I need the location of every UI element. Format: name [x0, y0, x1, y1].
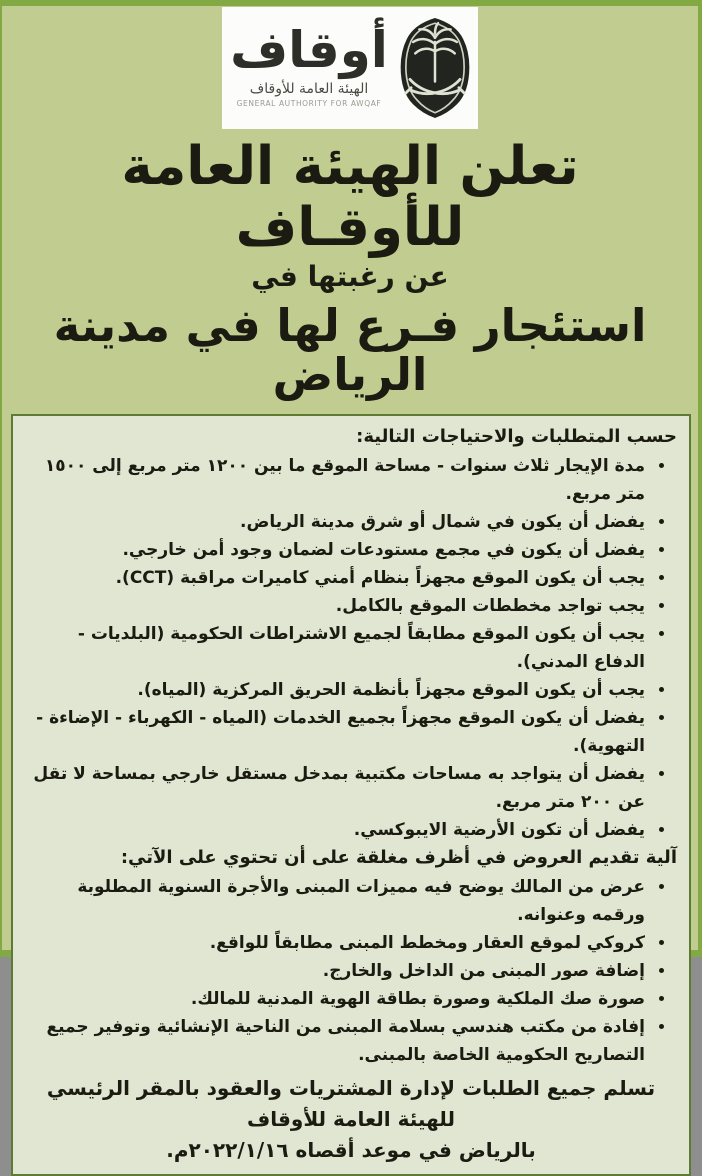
headline-rent-branch-riyadh: استئجار فـرع لها في مدينة الرياض: [53, 298, 647, 402]
awqaf-wordmark-text: أوقاف: [230, 20, 388, 79]
submission-deadline-note: [25, 1073, 677, 1166]
list-item: • يفضل أن يتواجد به مساحات مكتبية بمدخل مستقل خارجي بمساحة لا تقل عن ٢٠٠ متر مربع.: [25, 760, 647, 816]
list-item: • يفضل أن يكون في مجمع مستودعات لضمان وجود أمن خارجي.: [25, 536, 647, 564]
submission-heading: آلية تقديم العروض في أظرف مغلقة على أن تحتوي على الآتي:: [120, 846, 677, 868]
submission-list: [25, 873, 677, 1069]
requirements-list: [25, 452, 677, 844]
awqaf-subtitle-arabic: الهيئة العامة للأوقاف: [249, 80, 369, 97]
list-item: • يجب تواجد مخططات الموقع بالكامل.: [25, 592, 647, 620]
headline-authority-announces: تعلن الهيئة العامة للأوقـاف: [121, 136, 579, 258]
list-item: • كروكي لموقع العقار ومخطط المبنى مطابقاً للواقع.: [25, 929, 647, 957]
list-item: • إفادة من مكتب هندسي بسلامة المبنى من الناحية الإنشائية وتوفير جميع التصاريح الحكومية الخاصة بالمبنى.: [25, 1013, 647, 1069]
list-item: • عرض من المالك يوضح فيه مميزات المبنى والأجرة السنوية المطلوبة ورقمه وعنوانه.: [25, 873, 647, 929]
requirements-box: [11, 414, 691, 1176]
awqaf-logo: [222, 7, 478, 129]
deadline-line-1: تسلم جميع الطلبات لإدارة المشتريات والعقود بالمقر الرئيسي للهيئة العامة للأوقاف: [46, 1075, 656, 1131]
list-item: • مدة الإيجار ثلاث سنوات - مساحة الموقع ما بين ١٢٠٠ متر مربع إلى ١٥٠٠ متر مربع.: [25, 452, 647, 508]
list-item: • يفضل أن تكون الأرضية الايبوكسي.: [25, 816, 647, 844]
deadline-line-2: بالرياض في موعد أقصاه ٢٠٢٢/١/١٦م.: [166, 1137, 536, 1162]
awqaf-subtitle-english: GENERAL AUTHORITY FOR AWQAF: [236, 98, 382, 108]
list-item: • يجب أن يكون الموقع مجهزاً بأنظمة الحريق المركزية (المياه).: [25, 676, 647, 704]
list-item: • يفضل أن يكون في شمال أو شرق مدينة الرياض.: [25, 508, 647, 536]
requirements-heading: حسب المتطلبات والاحتياجات التالية:: [356, 425, 677, 447]
headline-desire: عن رغبتها في: [251, 259, 449, 293]
awqaf-wordmark: [230, 20, 388, 108]
list-item: • صورة صك الملكية وصورة بطاقة الهوية المدنية للمالك.: [25, 985, 647, 1013]
list-item: • يجب أن يكون الموقع مجهزاً بنظام أمني كاميرات مراقبة (CCT).: [25, 564, 647, 592]
list-item: • يجب أن يكون الموقع مطابقاً لجميع الاشتراطات الحكومية (البلديات - الدفاع المدني).: [25, 620, 647, 676]
list-item: • إضافة صور المبنى من الداخل والخارج.: [25, 957, 647, 985]
saudi-emblem-icon: [400, 17, 470, 119]
list-item: • يفضل أن يكون الموقع مجهزاً بجميع الخدمات (المياه - الكهرباء - الإضاءة - التهوية).: [25, 704, 647, 760]
